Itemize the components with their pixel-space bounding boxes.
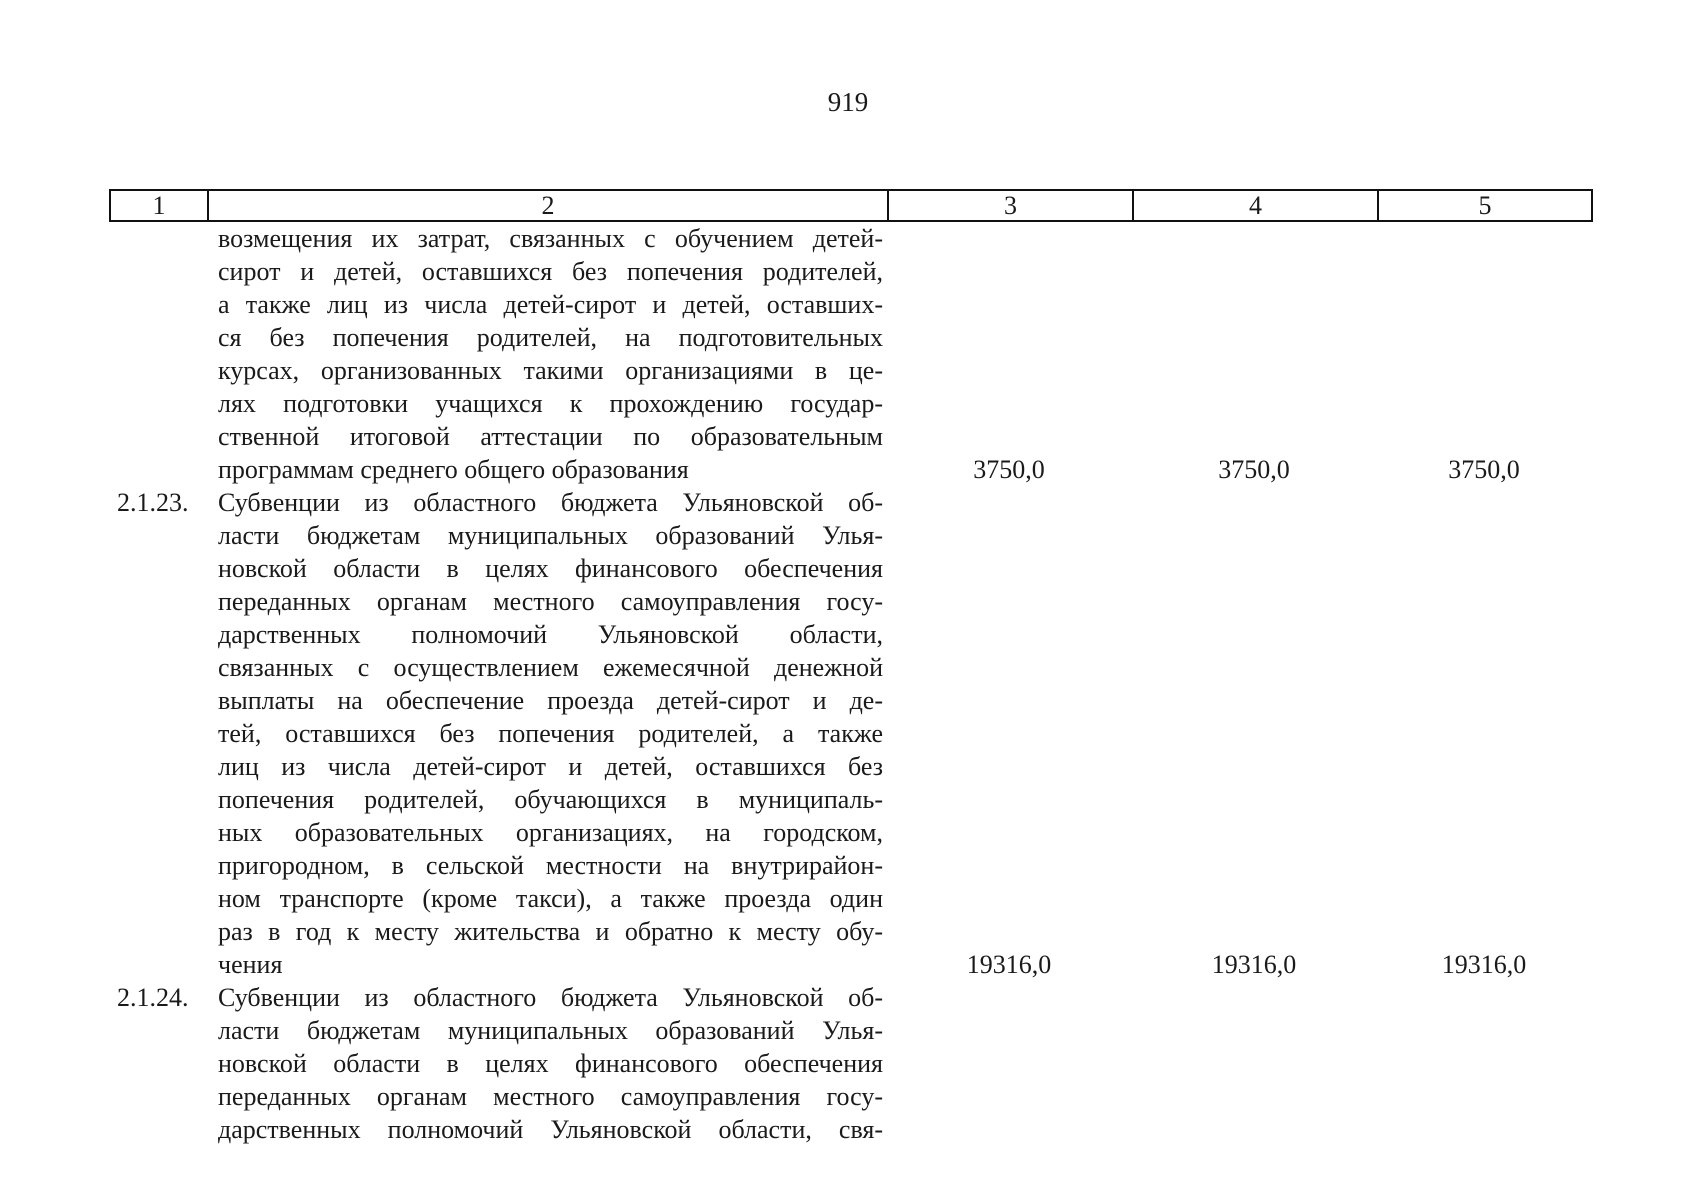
column-header-3: 3: [889, 191, 1134, 220]
description-line: пригородном, в сельской местности на внутрирайон-: [218, 851, 883, 880]
column-header-1: 1: [111, 191, 209, 220]
description-line: курсах, организованных такими организациями в це-: [218, 356, 883, 385]
description-line: лиц из числа детей-сирот и детей, оставшихся без: [218, 752, 883, 781]
table-header-row: [109, 189, 1593, 222]
value-col4: 19316,0: [1211, 950, 1297, 979]
description-line: тей, оставшихся без попечения родителей, а также: [218, 719, 883, 748]
row-number: 2.1.23.: [117, 488, 189, 517]
value-col5: 3750,0: [1448, 455, 1520, 484]
description-line: попечения родителей, обучающихся в муниципаль-: [218, 785, 883, 814]
page-number: 919: [827, 87, 869, 117]
description-line: а также лиц из числа детей-сирот и детей, оставших-: [218, 290, 883, 319]
row-description: [218, 222, 883, 486]
description-line: дарственных полномочий Ульяновской области, свя-: [218, 1115, 883, 1144]
description-line: ном транспорте (кроме такси), а также проезда один: [218, 884, 883, 913]
description-line: дарственных полномочий Ульяновской области,: [218, 620, 883, 649]
value-col4: 3750,0: [1218, 455, 1290, 484]
description-line: переданных органам местного самоуправления госу-: [218, 1082, 883, 1111]
description-line: связанных с осуществлением ежемесячной денежной: [218, 653, 883, 682]
column-header-4: 4: [1134, 191, 1379, 220]
description-line: Субвенции из областного бюджета Ульяновской об-: [218, 983, 883, 1012]
description-line: программам среднего общего образования: [218, 455, 689, 484]
description-line: возмещения их затрат, связанных с обучением детей-: [218, 224, 883, 253]
description-line: ся без попечения родителей, на подготовительных: [218, 323, 883, 352]
description-line: лях подготовки учащихся к прохождению государ-: [218, 389, 883, 418]
value-col5: 19316,0: [1441, 950, 1527, 979]
description-line: переданных органам местного самоуправления госу-: [218, 587, 883, 616]
row-description: [218, 486, 883, 981]
description-line: чения: [218, 950, 283, 979]
description-line: ственной итоговой аттестации по образовательным: [218, 422, 883, 451]
description-line: сирот и детей, оставшихся без попечения родителей,: [218, 257, 883, 286]
description-line: раз в год к месту жительства и обратно к месту обу-: [218, 917, 883, 946]
description-line: новской области в целях финансового обеспечения: [218, 1049, 883, 1078]
value-col3: 3750,0: [973, 455, 1045, 484]
value-col3: 19316,0: [966, 950, 1052, 979]
column-header-2: 2: [209, 191, 889, 220]
description-line: ласти бюджетам муниципальных образований Улья-: [218, 521, 883, 550]
description-line: Субвенции из областного бюджета Ульяновской об-: [218, 488, 883, 517]
description-line: ласти бюджетам муниципальных образований Улья-: [218, 1016, 883, 1045]
column-header-5: 5: [1478, 191, 1492, 220]
row-description: [218, 981, 883, 1146]
description-line: выплаты на обеспечение проезда детей-сирот и де-: [218, 686, 883, 715]
row-number: 2.1.24.: [117, 983, 189, 1012]
description-line: новской области в целях финансового обеспечения: [218, 554, 883, 583]
description-line: ных образовательных организациях, на городском,: [218, 818, 883, 847]
